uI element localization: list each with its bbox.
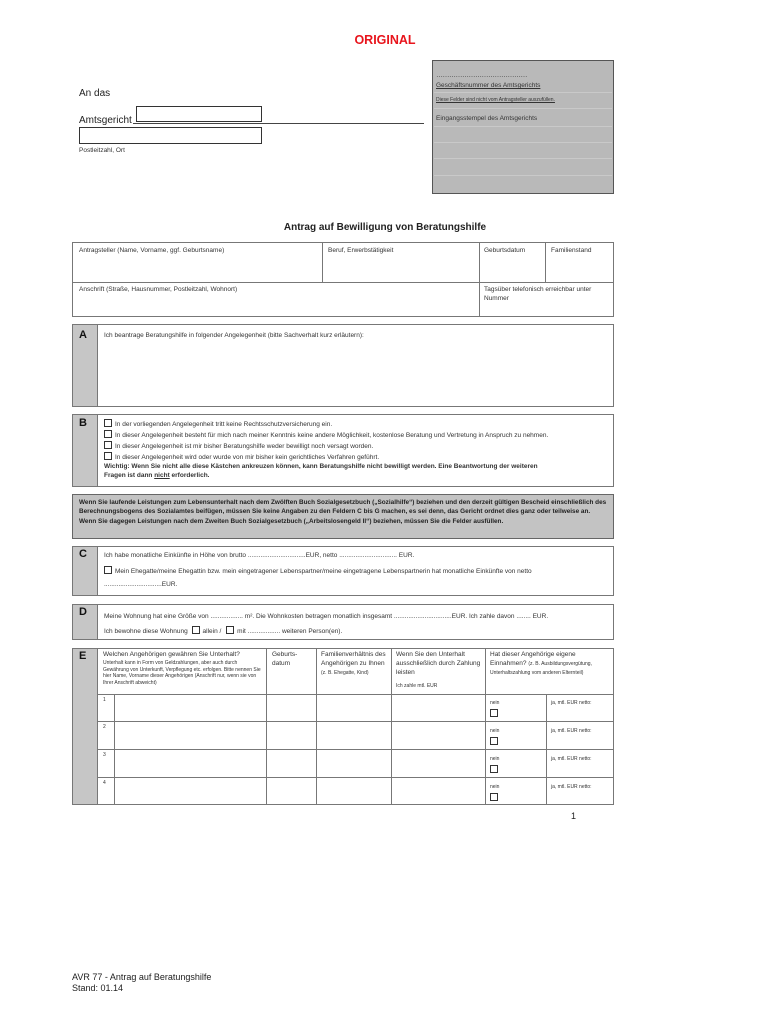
- no-income-label: nein: [490, 700, 500, 706]
- own-income-title: [490, 651, 612, 677]
- warning-emphasis: nicht: [154, 471, 170, 479]
- checkbox[interactable]: [104, 441, 112, 449]
- stamp-divider: [434, 92, 612, 93]
- relationship-title: [321, 651, 387, 677]
- table-divider: [391, 648, 392, 805]
- dependent-birthdate-header: Geburts- datum: [272, 651, 298, 667]
- no-income-label: nein: [490, 756, 500, 762]
- marital-status-label: Familienstand: [551, 247, 592, 254]
- applicant-name-label: Antragsteller (Name, Vorname, ggf. Geburtsname): [79, 247, 225, 254]
- relationship-header: [321, 651, 387, 677]
- table-divider: [266, 648, 267, 805]
- alone-checkbox[interactable]: [192, 626, 200, 634]
- household-label: Ich bewohne diese Wohnung: [104, 628, 188, 635]
- form-version: Stand: 01.14: [72, 983, 124, 994]
- section-b-warning: [104, 463, 610, 481]
- table-divider: [98, 721, 614, 722]
- with-others-checkbox[interactable]: [226, 626, 234, 634]
- income-line: Ich habe monatliche Einkünfte in Höhe von brutto ................................EUR, netto ................................ EUR.: [104, 552, 415, 559]
- case-number-dots: ……………………………………: [436, 72, 527, 79]
- original-label: ORIGINAL: [354, 33, 416, 47]
- checkbox[interactable]: [104, 452, 112, 460]
- amtsgericht-underline: [133, 123, 424, 124]
- own-income-header: [490, 651, 612, 677]
- relationship-subtitle: (z. B. Ehegatte, Kind): [321, 669, 369, 676]
- postal-code-city-field[interactable]: [79, 127, 262, 144]
- table-divider: [72, 282, 614, 283]
- yes-income-label: ja, mtl. EUR netto:: [551, 700, 592, 706]
- section-b-item-1[interactable]: [104, 419, 332, 430]
- birthdate-label: Geburtsdatum: [484, 247, 526, 254]
- payment-subtitle: Ich zahle mtl. EUR: [396, 683, 438, 690]
- table-divider: [479, 242, 480, 317]
- household-line: [104, 626, 342, 637]
- warning-line-2: [104, 472, 610, 481]
- court-name-field[interactable]: [136, 106, 262, 122]
- checkbox-label: In der vorliegenden Angelegenheit tritt keine Rechtsschutzversicherung ein.: [115, 421, 333, 428]
- own-income-subtitle: (z. B. Ausbildungsvergütung, Unterhaltszahlung vom anderen Elternteil): [490, 660, 592, 676]
- no-income-checkbox[interactable]: [490, 737, 498, 745]
- row-number: 2: [103, 724, 106, 730]
- stamp-divider: [434, 158, 612, 159]
- table-divider: [98, 777, 614, 778]
- section-d-letter: D: [79, 606, 87, 618]
- form-footer: [72, 972, 211, 995]
- section-a-text: Ich beantrage Beratungshilfe in folgender Angelegenheit (bitte Sachverhalt kurz erläutern):: [104, 332, 364, 339]
- section-c-letter: C: [79, 548, 87, 560]
- row-number: 3: [103, 752, 106, 758]
- address-label: Anschrift (Straße, Hausnummer, Postleitzahl, Wohnort): [79, 286, 238, 293]
- yes-income-label: ja, mtl. EUR netto:: [551, 728, 592, 734]
- payment-header: [396, 651, 482, 690]
- page-number: 1: [571, 811, 577, 821]
- stamp-divider: [434, 126, 612, 127]
- receipt-stamp-label: Eingangsstempel des Amtsgerichts: [436, 115, 538, 122]
- no-income-checkbox[interactable]: [490, 765, 498, 773]
- form-id: AVR 77 - Antrag auf Beratungshilfe: [72, 972, 212, 982]
- no-income-checkbox[interactable]: [490, 793, 498, 801]
- table-divider: [98, 694, 614, 695]
- checkbox-label: In dieser Angelegenheit wird oder wurde von mir bisher kein gerichtliches Verfahren geführt.: [115, 454, 380, 461]
- checkbox[interactable]: [104, 430, 112, 438]
- checkbox-label: In dieser Angelegenheit besteht für mich nach meiner Kenntnis keine andere Möglichkeit, kostenlose Beratung und Vertretung in Anspruch zu nehmen.: [115, 432, 549, 439]
- occupation-label: Beruf, Erwerbstätigkeit: [328, 247, 394, 254]
- stamp-divider: [434, 175, 612, 176]
- court-stamp-box: [432, 60, 614, 194]
- no-income-label: nein: [490, 728, 500, 734]
- not-for-applicant-note: Diese Felder sind nicht vom Antragsteller auszufüllen.: [436, 97, 555, 103]
- section-e-letter: E: [79, 650, 87, 662]
- housing-line: Meine Wohnung hat eine Größe von .................. m². Die Wohnkosten betragen monatlich insgesamt ................................EUR. Ich zahle davon ........ EUR.: [104, 613, 549, 620]
- section-b-letter: B: [79, 417, 87, 429]
- case-number-label: Geschäftsnummer des Amtsgerichts: [436, 82, 541, 89]
- checkbox-label: In dieser Angelegenheit ist mir bisher Beratungshilfe weder bewilligt noch versagt worden.: [115, 443, 374, 450]
- amtsgericht-label: Amtsgericht: [79, 115, 132, 126]
- addressee-label: An das: [79, 88, 111, 99]
- stamp-divider: [434, 142, 612, 143]
- section-e-letter-cell: [73, 649, 98, 804]
- dependents-subtitle: Unterhalt kann in Form von Geldzahlungen, aber auch durch Gewährung von Unterkunft, Verpflegung etc. erfolgen. Bitte nennen Sie hier Name, Vorname dieser Angehörigen (Anschrift nur, wenn sie von Ihrer Anschrift abweicht): [103, 659, 261, 687]
- own-income-title-text: Hat dieser Angehörige eigene Einnahmen?: [490, 651, 576, 667]
- section-b-item-4[interactable]: [104, 452, 379, 463]
- no-income-checkbox[interactable]: [490, 709, 498, 717]
- postal-code-label: Postleitzahl, Ort: [79, 147, 125, 154]
- dependents-header: [103, 651, 263, 687]
- row-number: 1: [103, 697, 106, 703]
- social-benefits-notice: Wenn Sie laufende Leistungen zum Lebensunterhalt nach dem Zwölften Buch Sozialgesetzbuch („Sozialhilfe“) beziehen und den derzeit gültigen Bescheid einschließlich des Berechnungsbogens des Sozialamtes beifügen, müssen Sie keine Angaben zu den Feldern C bis G machen, es sei denn, das Gericht ordnet dies ganz oder teilweise an. Wenn Sie dagegen Leistungen nach dem Zweiten Buch Sozialgesetzbuch („Arbeitslosengeld II“) beziehen, müssen Sie die Felder ausfüllen.: [72, 494, 614, 539]
- yes-income-label: ja, mtl. EUR netto:: [551, 756, 592, 762]
- relationship-title-text: Familienverhältnis des Angehörigen zu Ihnen: [321, 651, 386, 667]
- with-others-label: mit .................. weiteren Person(en).: [237, 628, 343, 635]
- section-a-letter: A: [79, 329, 87, 341]
- no-income-label: nein: [490, 784, 500, 790]
- table-divider: [545, 242, 546, 282]
- spouse-income-amount: ................................EUR.: [104, 581, 178, 588]
- yes-income-label: ja, mtl. EUR netto:: [551, 784, 592, 790]
- table-divider: [98, 749, 614, 750]
- checkbox[interactable]: [104, 566, 112, 574]
- row-number: 4: [103, 780, 106, 786]
- table-divider: [316, 648, 317, 805]
- payment-title: Wenn Sie den Unterhalt ausschließlich durch Zahlung leisten: [396, 651, 481, 676]
- warning-text: erforderlich.: [169, 471, 210, 479]
- spouse-income-line[interactable]: [104, 566, 532, 577]
- checkbox-label: Mein Ehegatte/meine Ehegattin bzw. mein eingetragener Lebenspartner/meine eingetragene Lebenspartnerin hat monatliche Einkünfte von netto: [115, 568, 532, 575]
- stamp-divider: [434, 108, 612, 109]
- phone-label: Tagsüber telefonisch erreichbar unter Nummer: [484, 286, 592, 302]
- dependents-title: Welchen Angehörigen gewähren Sie Unterhalt?: [103, 651, 240, 658]
- form-title: Antrag auf Bewilligung von Beratungshilfe: [283, 222, 487, 233]
- section-b-item-2[interactable]: [104, 430, 548, 441]
- alone-label: allein /: [202, 628, 222, 635]
- table-divider: [485, 648, 486, 805]
- checkbox[interactable]: [104, 419, 112, 427]
- section-b-item-3[interactable]: [104, 441, 373, 452]
- warning-text: Fragen ist dann: [104, 471, 155, 479]
- warning-line-1: Wichtig: Wenn Sie nicht alle diese Kästchen ankreuzen können, kann Beratungshilfe nicht bewilligt werden. Eine Beantwortung der weiteren: [104, 463, 538, 470]
- table-divider: [322, 242, 323, 282]
